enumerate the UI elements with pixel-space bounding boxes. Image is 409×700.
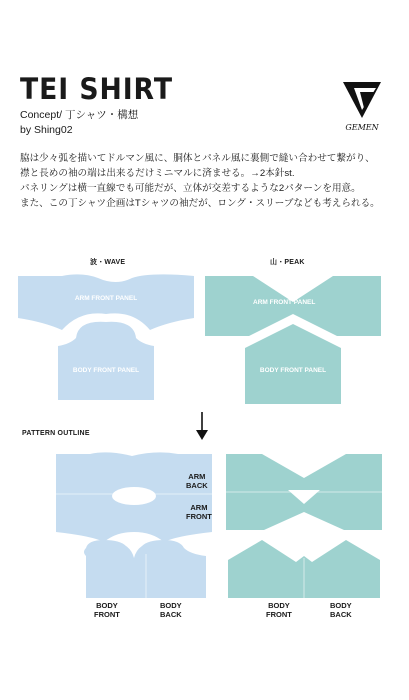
arm-front-label: ARM FRONT <box>186 503 212 521</box>
arrow-down-icon <box>194 412 210 442</box>
concept-line: Concept/ 丁シャツ・構想 <box>20 109 139 121</box>
pattern-heading: PATTERN OUTLINE <box>22 430 90 437</box>
wave-body-front-label: BODY FRONT <box>94 601 120 619</box>
peak-body-front-label: BODY FRONT <box>266 601 292 619</box>
description-line: 襟と長めの袖の端は出来るだけミニマルに済ませる。→2本針st. <box>20 168 295 179</box>
peak-arm-panel-label: ARM FRONT PANEL <box>253 299 316 306</box>
gemen-7-logo-icon <box>340 80 384 136</box>
peak-body-panel <box>245 324 341 404</box>
peak-shirt-diagram <box>205 276 381 404</box>
author-line: by Shing02 <box>20 124 73 136</box>
description <box>20 151 400 211</box>
wave-arm-panel-label: ARM FRONT PANEL <box>74 295 138 302</box>
wave-neck-hole <box>112 487 156 505</box>
arm-back-label: ARM BACK <box>186 472 208 490</box>
description-line: 脇は少々弧を描いてドルマン風に、胴体とパネル風に裏側で縫い合わせて繋がり、 <box>20 153 375 164</box>
peak-body-panel-label: BODY FRONT PANEL <box>259 367 327 374</box>
peak-pattern-outline <box>226 450 382 598</box>
wave-body-panel-label: BODY FRONT PANEL <box>72 367 140 374</box>
page-title: TEI SHIRT <box>20 72 173 106</box>
wave-shirt-diagram <box>18 272 194 402</box>
wave-arm-panel <box>18 274 194 330</box>
wave-body-back-label: BODY BACK <box>160 601 182 619</box>
logo-wordmark: GEMEN <box>345 123 379 132</box>
peak-label: 山・PEAK <box>270 259 305 266</box>
wave-body-pattern <box>84 540 206 598</box>
description-line: また、この丁シャツ企画はTシャツの袖だが、ロング・スリーブなども考えられる。 <box>20 198 380 209</box>
gemen-logo <box>340 80 384 136</box>
description-line: パネリングは横一直線でも可能だが、立体が交差するような2パターンを用意。 <box>20 183 361 194</box>
peak-body-back-label: BODY BACK <box>330 601 352 619</box>
wave-label: 波・WAVE <box>90 259 126 266</box>
wave-body-panel <box>58 322 154 400</box>
